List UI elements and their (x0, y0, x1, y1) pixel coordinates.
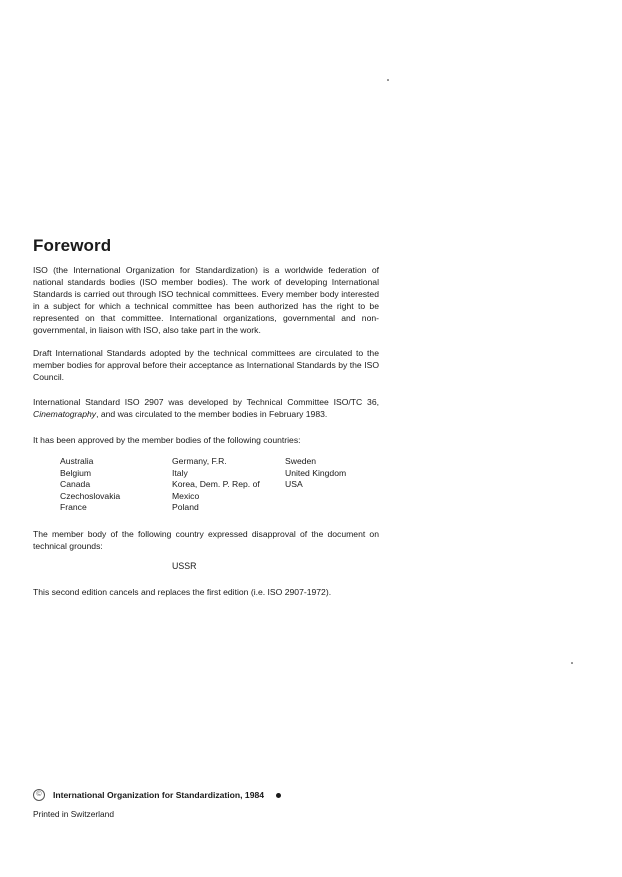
approval-paragraph: It has been approved by the member bodies of the following countries: (33, 435, 301, 445)
country-item: Australia (60, 456, 94, 466)
printed-in-note: Printed in Switzerland (33, 809, 114, 819)
country-column-2 (172, 456, 260, 514)
country-item: France (60, 502, 87, 512)
country-item: Italy (172, 467, 188, 478)
country-item: United Kingdom (285, 467, 347, 478)
country-item: Germany, F.R. (172, 456, 227, 466)
scan-speck (571, 662, 573, 664)
intro-paragraph: ISO (the International Organization for Standardization) is a worldwide federation of national standards bodies (ISO member bodies). The work of developing International Standards is carried out through ISO technical committees. Every member body interested in a subject for which a technical committee has been authorized has the right to be represented on that committee. International organizations, governmental and non-governmental, in liaison with ISO, also take part in the work. (33, 265, 379, 335)
development-text-end: , and was circulated to the member bodies in February 1983. (96, 409, 328, 419)
page-title: Foreword (33, 236, 112, 255)
country-item: Canada (60, 479, 91, 489)
country-item: Sweden (285, 456, 317, 466)
committee-name: Cinematography (33, 409, 97, 419)
country-item: Czechoslovakia (60, 490, 121, 501)
country-item: Belgium (60, 467, 92, 478)
country-item: Korea, Dem. P. Rep. of (172, 479, 260, 489)
bullet-icon (276, 793, 281, 798)
copyright-line (33, 789, 281, 801)
development-text-start: International Standard ISO 2907 was developed by Technical Committee ISO/TC 36, (33, 397, 379, 407)
copyright-text: International Organization for Standardization, 1984 (53, 790, 265, 800)
country-item: USA (285, 479, 303, 489)
country-column-3 (285, 456, 346, 491)
edition-note-paragraph: This second edition cancels and replaces the first edition (i.e. ISO 2907-1972). (33, 587, 332, 597)
country-item: Mexico (172, 490, 200, 501)
disapproval-paragraph: The member body of the following country expressed disapproval of the document on technical grounds: (33, 529, 379, 551)
scan-speck (387, 79, 389, 81)
disapproving-country: USSR (172, 561, 197, 571)
country-item: Poland (172, 502, 199, 512)
country-column-1 (60, 456, 120, 514)
copyright-icon: © (33, 789, 45, 801)
draft-standards-paragraph: Draft International Standards adopted by the technical committees are circulated to the member bodies for approval before their acceptance as International Standards by the ISO Council. (33, 348, 379, 382)
development-paragraph (33, 396, 379, 420)
